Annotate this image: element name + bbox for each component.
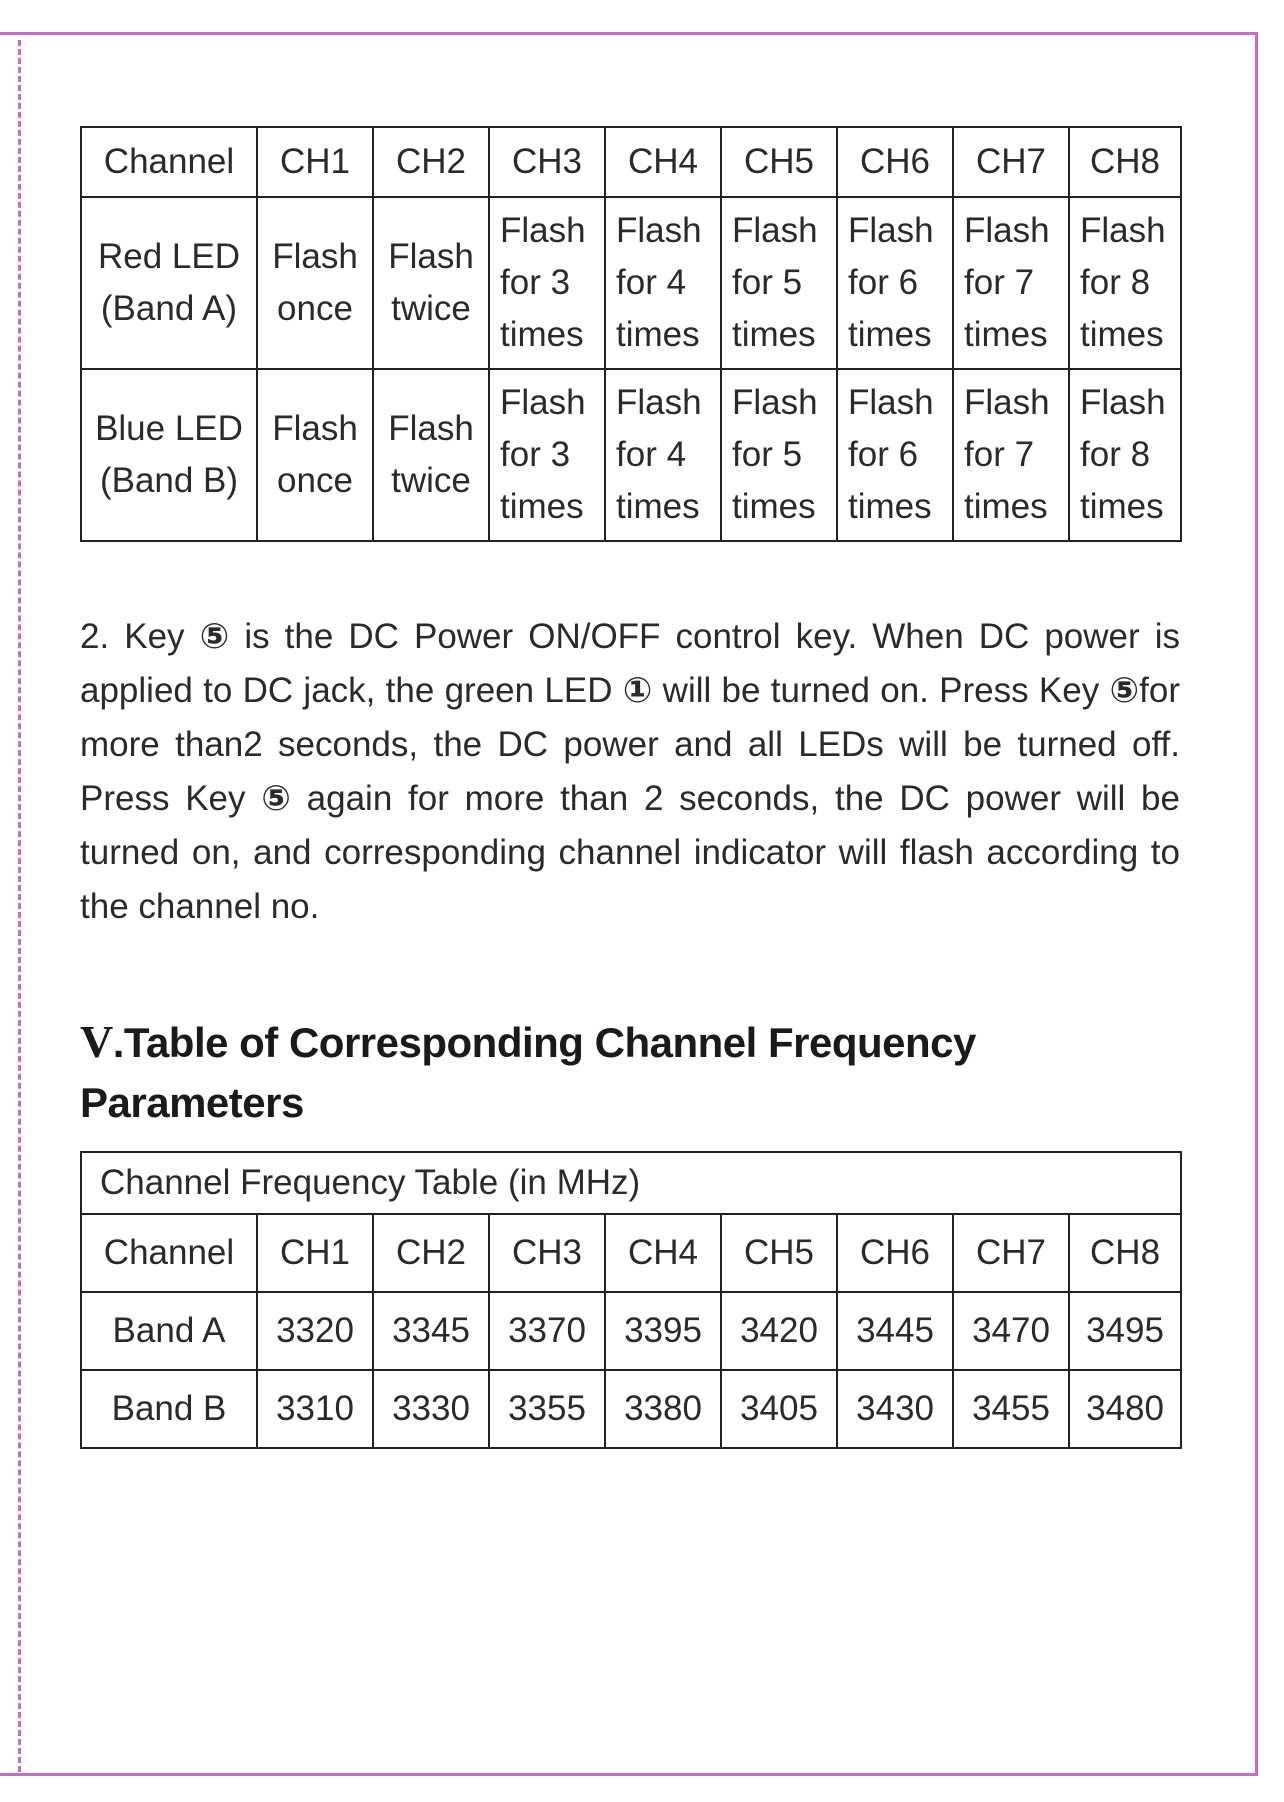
frequency-cell: 3380 [605,1370,721,1448]
header-cell: CH4 [605,1214,721,1292]
frequency-cell: 3310 [257,1370,373,1448]
frequency-table [80,1151,1182,1449]
flash-cell: Flash once [257,369,373,541]
frequency-cell: 3430 [837,1370,953,1448]
frequency-cell: 3495 [1069,1292,1181,1370]
flash-cell: Flash for 4 times [605,369,721,541]
row-label: Blue LED (Band B) [81,369,257,541]
flash-cell: Flash for 8 times [1069,197,1181,369]
row-label: Band A [81,1292,257,1370]
band-a-row [81,1292,1181,1370]
row-label: Red LED (Band A) [81,197,257,369]
fold-line [18,40,21,1772]
red-led-row [81,197,1181,369]
header-cell: Channel [81,1214,257,1292]
blue-led-row [81,369,1181,541]
page-content [80,126,1180,1449]
frequency-cell: 3330 [373,1370,489,1448]
header-cell: CH8 [1069,127,1181,197]
section-heading: V.Table of Corresponding Channel Frequency Parameters [80,1016,976,1126]
frequency-cell: 3395 [605,1292,721,1370]
flash-cell: Flash for 4 times [605,197,721,369]
frequency-cell: 3470 [953,1292,1069,1370]
header-cell: CH3 [489,1214,605,1292]
header-cell: CH2 [373,1214,489,1292]
flash-cell: Flash for 8 times [1069,369,1181,541]
key-5-symbol: ⑤ [261,779,291,818]
key-5-symbol: ⑤ [1109,671,1140,710]
key-5-symbol: ⑤ [199,617,230,656]
frequency-cell: 3320 [257,1292,373,1370]
header-cell: CH2 [373,127,489,197]
flash-cell: Flash for 5 times [721,197,837,369]
frequency-cell: 3345 [373,1292,489,1370]
flash-cell: Flash for 5 times [721,369,837,541]
led-indicator-table [80,126,1182,542]
header-cell: CH8 [1069,1214,1181,1292]
header-cell: CH5 [721,1214,837,1292]
frequency-cell: 3420 [721,1292,837,1370]
row-label: Band B [81,1370,257,1448]
flash-cell: Flash for 7 times [953,197,1069,369]
flash-cell: Flash for 6 times [837,197,953,369]
instruction-paragraph: 2. Key ⑤ is the DC Power ON/OFF control key. When DC power is applied to DC jack, the green LED ① will be turned on. Press Key ⑤for more than2 seconds, the DC power and all LEDs will be turned off. Press Key ⑤ again for more than 2 seconds, the DC power will be turned on, and corresponding channel indicator will flash according to the channel no. [80,610,1180,934]
header-cell: CH1 [257,1214,373,1292]
flash-cell: Flash once [257,197,373,369]
header-cell: CH7 [953,1214,1069,1292]
header-cell: CH6 [837,1214,953,1292]
frequency-header-row [81,1214,1181,1292]
led-1-symbol: ① [622,671,653,710]
frequency-cell: 3355 [489,1370,605,1448]
header-cell: CH7 [953,127,1069,197]
header-cell: CH5 [721,127,837,197]
frequency-cell: 3445 [837,1292,953,1370]
header-cell: CH3 [489,127,605,197]
frequency-cell: 3480 [1069,1370,1181,1448]
flash-cell: Flash for 7 times [953,369,1069,541]
led-table-header-row [81,127,1181,197]
header-cell: CH1 [257,127,373,197]
flash-cell: Flash twice [373,197,489,369]
flash-cell: Flash for 3 times [489,369,605,541]
frequency-cell: 3370 [489,1292,605,1370]
flash-cell: Flash twice [373,369,489,541]
frequency-cell: 3405 [721,1370,837,1448]
frequency-table-caption-row [81,1152,1181,1214]
header-cell: CH6 [837,127,953,197]
band-b-row [81,1370,1181,1448]
flash-cell: Flash for 3 times [489,197,605,369]
header-cell: Channel [81,127,257,197]
flash-cell: Flash for 6 times [837,369,953,541]
frequency-cell: 3455 [953,1370,1069,1448]
header-cell: CH4 [605,127,721,197]
table-caption: Channel Frequency Table (in MHz) [81,1152,1181,1214]
